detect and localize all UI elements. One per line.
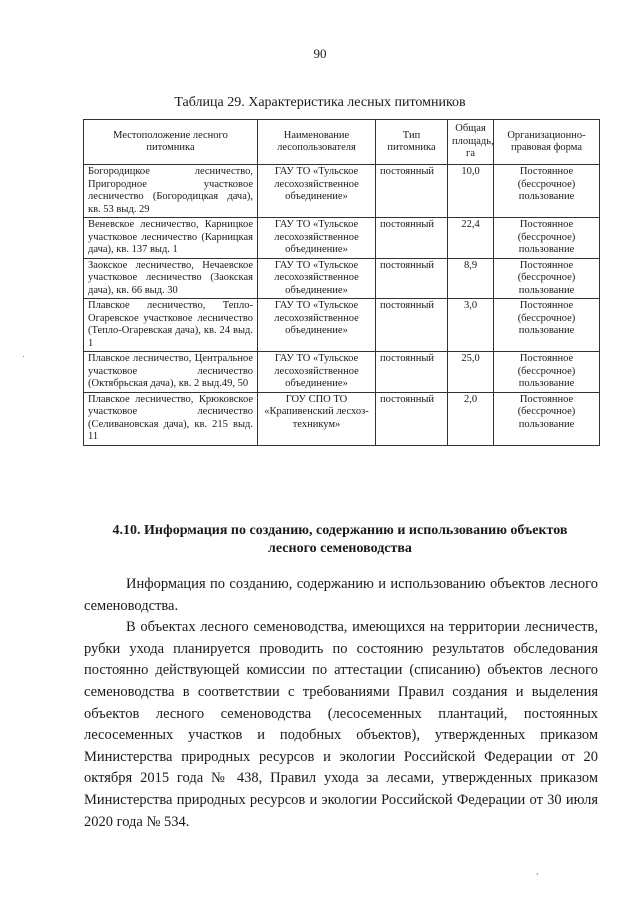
header-user: Наименование лесопользователя [258, 120, 376, 165]
cell-user: ГАУ ТО «Тульское лесохозяйственное объединение» [258, 218, 376, 259]
header-area: Общая площадь, га [448, 120, 494, 165]
table-row [84, 299, 600, 352]
scan-speck: , [536, 866, 539, 877]
scan-speck: · [22, 352, 26, 363]
cell-area: 25,0 [448, 352, 494, 393]
cell-type: постоянный [376, 392, 448, 445]
cell-area: 3,0 [448, 299, 494, 352]
cell-form: Постоянное (бессрочное) пользование [494, 165, 600, 218]
table-caption: Таблица 29. Характеристика лесных питомников [174, 95, 466, 110]
table-row [84, 352, 600, 393]
cell-location: Богородицкое лесничество, Пригородное участковое лесничество (Богородицкая дача), кв. 53 выд. 29 [84, 165, 258, 218]
cell-user: ГАУ ТО «Тульское лесохозяйственное объединение» [258, 352, 376, 393]
paragraph: Информация по созданию, содержанию и использованию объектов лесного семеноводства. [84, 576, 598, 614]
cell-location: Плавское лесничество, Центральное участковое лесничество (Октябрьская дача), кв. 2 выд.49, 50 [84, 352, 258, 393]
cell-user: ГАУ ТО «Тульское лесохозяйственное объединение» [258, 299, 376, 352]
cell-type: постоянный [376, 258, 448, 299]
table-row [84, 258, 600, 299]
cell-location: Плавское лесничество, Тепло-Огаревское участковое лесничество (Тепло-Огаревская дача), кв. 24 выд. 1 [84, 299, 258, 352]
cell-form: Постоянное (бессрочное) пользование [494, 258, 600, 299]
cell-form: Постоянное (бессрочное) пользование [494, 299, 600, 352]
cell-type: постоянный [376, 165, 448, 218]
cell-area: 2,0 [448, 392, 494, 445]
table-header-row [84, 120, 600, 165]
cell-location: Плавское лесничество, Крюковское участковое лесничество (Селивановская дача), кв. 215 выд. 11 [84, 392, 258, 445]
cell-form: Постоянное (бессрочное) пользование [494, 218, 600, 259]
paragraph: В объектах лесного семеноводства, имеющихся на территории лесничеств, рубки ухода планируется проводить по состоянию результатов обследования постоянно действующей комиссии по аттестации (списанию) объектов лесного семеноводства в соответствии с требованиями Правил создания и выделения объектов лесного семеноводства (лесосеменных плантаций, постоянных лесосеменных участков и подобных объектов), утвержденных приказом Министерства природных ресурсов и экологии Российской Федерации от 20 октября 2015 года № 438, Правил ухода за лесами, утвержденных приказом Министерства природных ресурсов и экологии Российской Федерации от 30 июля 2020 года № 534. [84, 619, 598, 830]
cell-user: ГОУ СПО ТО «Крапивенский лесхоз-техникум» [258, 392, 376, 445]
table-row [84, 392, 600, 445]
cell-location: Заокское лесничество, Нечаевское участковое лесничество (Заокская дача), кв. 66 выд. 30 [84, 258, 258, 299]
cell-area: 10,0 [448, 165, 494, 218]
nurseries-table [83, 119, 600, 446]
cell-user: ГАУ ТО «Тульское лесохозяйственное объединение» [258, 258, 376, 299]
cell-type: постоянный [376, 299, 448, 352]
cell-area: 8,9 [448, 258, 494, 299]
cell-form: Постоянное (бессрочное) пользование [494, 392, 600, 445]
header-location: Местоположение лесного питомника [84, 120, 258, 165]
page-number: 90 [313, 46, 327, 61]
cell-type: постоянный [376, 352, 448, 393]
cell-type: постоянный [376, 218, 448, 259]
table-row [84, 165, 600, 218]
cell-location: Веневское лесничество, Карницкое участковое лесничество (Карницкая дача), кв. 137 выд. 1 [84, 218, 258, 259]
header-type: Тип питомника [376, 120, 448, 165]
cell-user: ГАУ ТО «Тульское лесохозяйственное объединение» [258, 165, 376, 218]
cell-area: 22,4 [448, 218, 494, 259]
section-body [84, 574, 598, 833]
header-form: Организационно-правовая форма [494, 120, 600, 165]
cell-form: Постоянное (бессрочное) пользование [494, 352, 600, 393]
table-row [84, 218, 600, 259]
section-heading: 4.10. Информация по созданию, содержанию и использованию объектов лесного семеноводства [112, 523, 568, 556]
